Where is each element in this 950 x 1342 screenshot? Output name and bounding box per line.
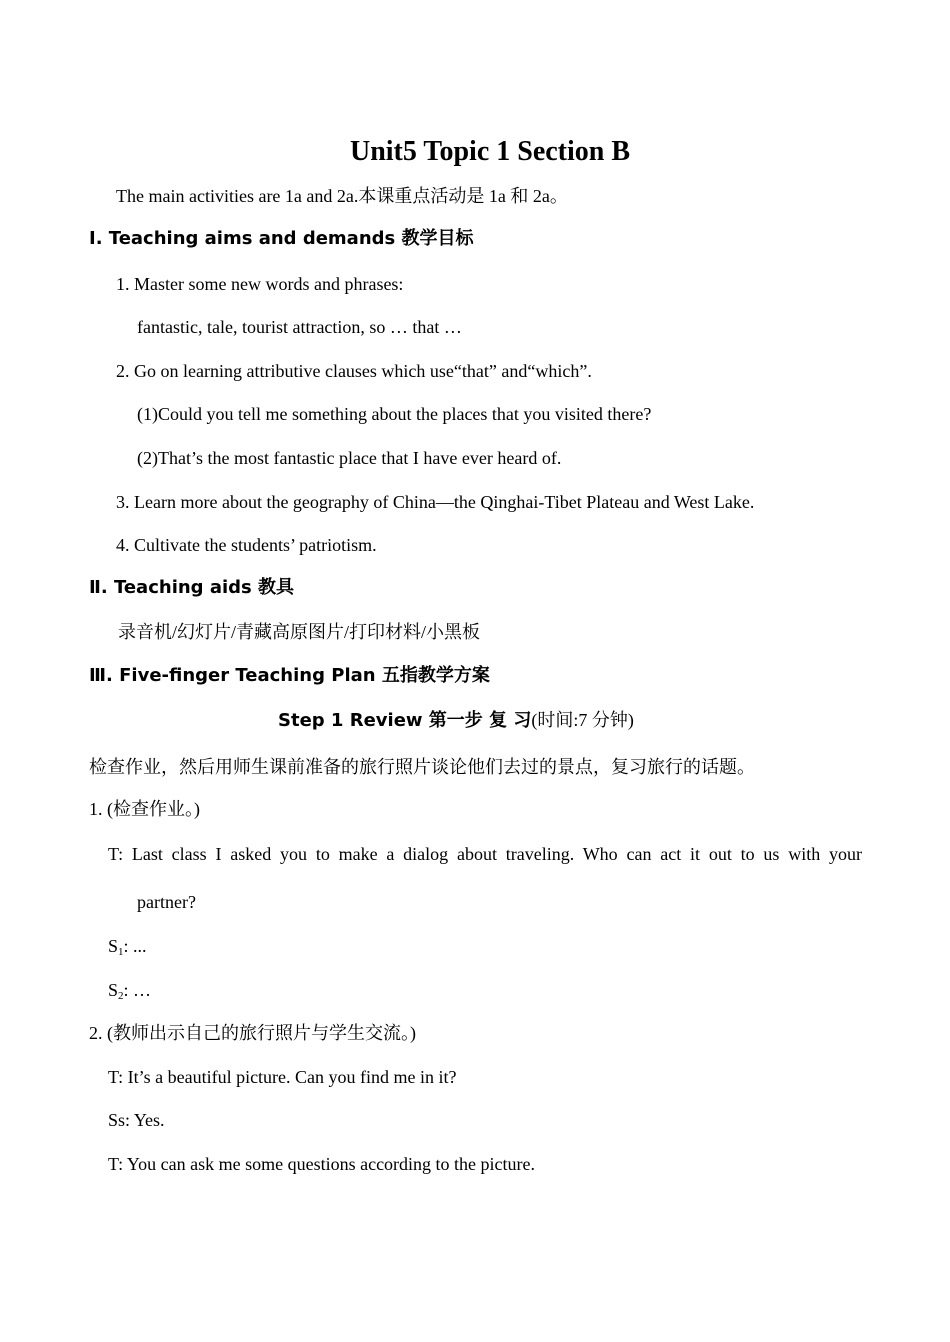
teaching-aids-list: 录音机/幻灯片/青藏高原图片/打印材料/小黑板 <box>118 622 481 642</box>
section-2-heading: Ⅱ. Teaching aids 教具 <box>89 577 295 598</box>
page-title: Unit5 Topic 1 Section B <box>349 136 631 167</box>
aim-item-1-words: fantastic, tale, tourist attraction, so … that … <box>137 317 462 337</box>
teacher-line-2: T: It’s a beautiful picture. Can you find me in it? <box>108 1067 457 1087</box>
aim-item-2: 2. Go on learning attributive clauses which use“that” and“which”. <box>116 361 592 381</box>
aim-item-2-example-2: (2)That’s the most fantastic place that I have ever heard of. <box>137 448 562 468</box>
section-3-heading: Ⅲ. Five-finger Teaching Plan 五指教学方案 <box>89 665 490 686</box>
step-1-description: 检查作业，然后用师生课前准备的旅行照片谈论他们去过的景点，复习旅行的话题。 <box>89 757 755 777</box>
students-reply: Ss: Yes. <box>108 1110 165 1130</box>
student-2-line <box>108 980 152 1002</box>
part-1-label: 1. (检查作业。) <box>89 799 200 819</box>
step-1-title: Step 1 Review 第一步 复 习 <box>278 710 532 731</box>
teacher-line-1: T: Last class I asked you to make a dialog about traveling. Who can act it out to us with your <box>108 844 862 864</box>
step-1-time: (时间:7 分钟) <box>531 710 634 730</box>
student-1-line <box>108 936 147 958</box>
student-1-speaker: S <box>108 936 119 956</box>
aim-item-3: 3. Learn more about the geography of China—the Qinghai-Tibet Plateau and West Lake. <box>116 492 755 512</box>
teacher-line-1-continued: partner? <box>137 892 196 912</box>
step-1-heading <box>278 711 634 730</box>
aim-item-1: 1. Master some new words and phrases: <box>116 274 404 294</box>
aim-item-4: 4. Cultivate the students’ patriotism. <box>116 535 377 555</box>
student-2-speaker: S <box>108 980 119 1000</box>
student-1-text: : ... <box>123 936 147 956</box>
teacher-line-3: T: You can ask me some questions according to the picture. <box>108 1154 536 1174</box>
intro-text: The main activities are 1a and 2a.本课重点活动是 1a 和 2a。 <box>116 186 568 206</box>
aim-item-2-example-1: (1)Could you tell me something about the places that you visited there? <box>137 404 652 424</box>
student-2-subscript: 2 <box>118 990 124 1002</box>
section-1-heading: Ⅰ. Teaching aims and demands 教学目标 <box>89 228 474 249</box>
student-2-text: : … <box>123 980 152 1000</box>
student-1-subscript: 1 <box>118 946 124 958</box>
part-2-label: 2. (教师出示自己的旅行照片与学生交流。) <box>89 1023 416 1043</box>
